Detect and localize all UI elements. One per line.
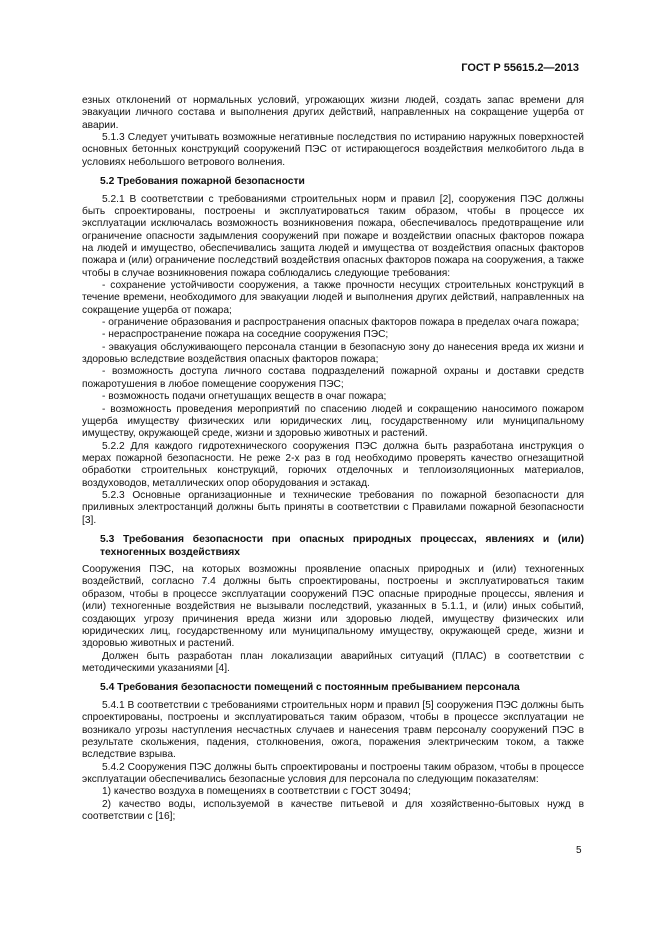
- list-item: 2) качество воды, используемой в качестве питьевой и для хозяйственно-бытовых нужд в соответствии с [16];: [82, 798, 584, 822]
- list-item: - эвакуация обслуживающего персонала станции в безопасную зону до нанесения вреда их жизни и здоровью вследствие воздействия опасных факторов пожара;: [82, 341, 584, 366]
- paragraph: 5.4.2 Сооружения ПЭС должны быть спроектированы и построены таким образом, чтобы в процессе эксплуатации обеспечивались безопасные условия для персонала по следующим показателям:: [82, 761, 584, 785]
- list-item: - нераспространение пожара на соседние сооружения ПЭС;: [102, 329, 389, 341]
- paragraph: Должен быть разработан план локализации аварийных ситуаций (ПЛАС) в соответствии с методическими указаниями [4].: [82, 650, 584, 674]
- list-item: - возможность проведения мероприятий по спасению людей и сокращению наносимого пожаром ущерба имуществу физических или юридических лиц, государственному или муниципальному имуществу, окружающей среде, жизни и здоровью животных и растений.: [82, 403, 584, 440]
- section-heading-5-4: 5.4 Требования безопасности помещений с постоянным пребыванием персонала: [100, 682, 520, 694]
- paragraph: 5.2.2 Для каждого гидротехнического сооружения ПЭС должна быть разработана инструкция о мерах пожарной безопасности. Не реже 2-х раз в год необходимо проверять качество огнезащитной обработки строительных конструкций, горючих отделочных и теплоизоляционных материалов, воздуховодов, металлических опор оборудования и эстакад.: [82, 440, 584, 489]
- paragraph: 5.1.3 Следует учитывать возможные негативные последствия по истиранию наружных поверхностей основных бетонных конструкций сооружений ПЭС от истирающегося воздействия мелкобитого льда в условиях небольшого ветрового волнения.: [82, 132, 584, 168]
- page-number: 5: [576, 845, 582, 856]
- standard-header: ГОСТ Р 55615.2—2013: [461, 62, 579, 74]
- paragraph: езных отклонений от нормальных условий, угрожающих жизни людей, создать запас времени для эвакуации личного состава и выполнения других действий, направленных на сокращение ущерба от аварии.: [82, 95, 584, 131]
- list-item: 1) качество воздуха в помещениях в соответствии с ГОСТ 30494;: [102, 786, 411, 798]
- section-heading-5-2: 5.2 Требования пожарной безопасности: [100, 176, 305, 188]
- section-heading-5-3: 5.3 Требования безопасности при опасных природных процессах, явлениях и (или) техногенных воздействиях: [100, 533, 584, 558]
- document-body: [82, 95, 584, 823]
- paragraph: 5.2.3 Основные организационные и технические требования по пожарной безопасности для приливных электростанций должны быть приняты в соответствии с Правилами пожарной безопасности [3].: [82, 489, 584, 526]
- list-item: - сохранение устойчивости сооружения, а также прочности несущих строительных конструкций в течение времени, необходимого для эвакуации людей и выполнения других действий, направленных на сокращение ущерба от пожара;: [82, 280, 584, 316]
- list-item: - возможность подачи огнетушащих веществ в очаг пожара;: [102, 391, 387, 403]
- paragraph: 5.2.1 В соответствии с требованиями строительных норм и правил [2], сооружения ПЭС должны быть спроектированы, построены и эксплуатироваться таким образом, чтобы в процессе их эксплуатации исключалась возможность возникновения пожара, обеспечивалось предотвращение или ограничение опасности задымления сооружений при пожаре и воздействии опасных факторов пожара на людей и имущество, обеспечивались защита людей и имущества от воздействия опасных факторов пожара и (или) ограничение последствий воздействия опасных факторов пожара на сооружения, а также чтобы в случае возникновения пожара соблюдались следующие требования:: [82, 193, 584, 279]
- list-item: - возможность доступа личного состава подразделений пожарной охраны и доставки средств пожаротушения в любое помещение сооружения ПЭС;: [82, 366, 584, 390]
- paragraph: 5.4.1 В соответствии с требованиями строительных норм и правил [5] сооружения ПЭС должны быть спроектированы, построены и эксплуатироваться таким образом, чтобы в процессе эксплуатации не возникало угрозы наступления несчастных случаев и нанесения травм персоналу сооружений ПЭС в результате скольжения, падения, столкновения, ожога, поражения электрическим током, а также вследствие взрыва.: [82, 699, 584, 761]
- list-item: - ограничение образования и распространения опасных факторов пожара в пределах очага пожара;: [102, 317, 580, 329]
- paragraph: Сооружения ПЭС, на которых возможны проявление опасных природных и (или) техногенных воздействий, согласно 7.4 должны быть спроектированы, построены и эксплуатироваться таким образом, чтобы в процессе эксплуатации сооружений ПЭС опасные природные процессы, явления и (или) техногенные воздействия не вызывали последствий, указанных в 5.1.1, и (или) иных событий, создающих угрозу причинения вреда жизни или здоровью людей, имуществу физических или юридических лиц, государственному или муниципальному имуществу, окружающей среде, жизни и здоровью животных и растений.: [82, 564, 584, 650]
